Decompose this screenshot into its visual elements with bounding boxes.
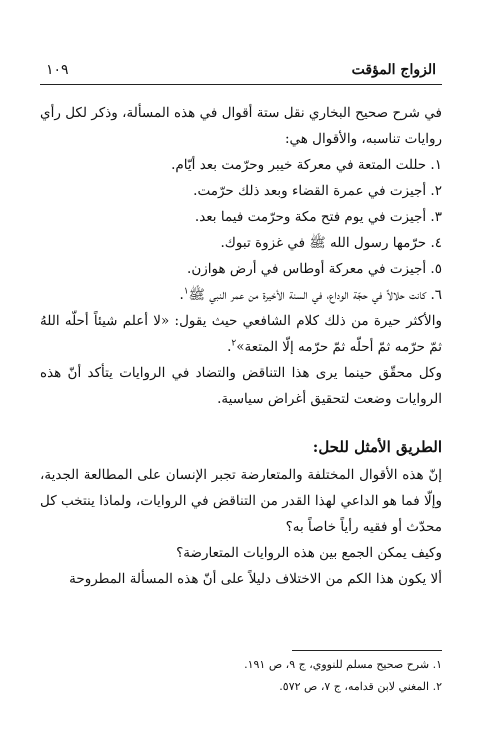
footnote-1: ١. شرح صحيح مسلم للنووي، ج ٩، ص ١٩١. — [244, 658, 442, 671]
page-number: ١٠٩ — [46, 62, 69, 78]
footnote-ref-2[interactable]: ٢ — [231, 338, 237, 349]
sayings-list — [40, 152, 442, 308]
shafii-paragraph: والأكثر حيرة من ذلك كلام الشافعي حيث يقول: «لا أعلم شيئاً أحلّه اللهُ ثمّ حرّمه ثمّ أحلّه ثمّ حرّمه إلّا المتعة»$^٢$. — [40, 313, 442, 355]
saying-item: ٥. أجيزت في معركة أوطاس في أرض هوازن. — [187, 261, 442, 277]
footnote-ref-1[interactable]: ١ — [183, 286, 189, 297]
solution-paragraph: إنّ هذه الأقوال المختلفة والمتعارضة تجبر الإنسان على المطالعة الجدية، وإلّا فما هو الداعي لهذا القدر من التناقض في الروايات، ولماذا ينتخب كل محدّث أو فقيه رأياً خاصاً به؟ — [40, 467, 442, 535]
running-title: الزواج المؤقت — [351, 62, 436, 78]
shafii-quote: والأكثر حيرة من ذلك كلام الشافعي حيث يقول: «لا أعلم شيئاً أحلّه اللهُ ثمّ حرّمه ثمّ أحلّه ثمّ حرّمه إلّا المتعة» — [40, 313, 442, 355]
saying-item: ٢. أجيزت في عمرة القضاء وبعد ذلك حرّمت. — [193, 183, 442, 199]
footnotes — [40, 654, 442, 698]
intro-line-1: في شرح صحيح البخاري نقل ستة أقوال في هذه المسألة، وذكر لكل رأي — [40, 105, 442, 121]
footnote-divider — [292, 650, 442, 651]
footnote-2: ٢. المغني لابن قدامه، ج ٧، ص ٥٧٢. — [279, 680, 442, 693]
saying-item: ٤. حرّمها رسول الله ﷺ في غزوة تبوك. — [220, 235, 442, 251]
saying-item: ١. حللت المتعة في معركة خيبر وحرّمت بعد أيّام. — [171, 157, 442, 173]
question-2: ألا يكون هذا الكم من الاختلاف دليلاً على أنّ هذه المسألة المطروحة — [69, 571, 442, 587]
saying-6-text: ٦. كانت حلالاً في حجّة الوداع، في السنة الأخيرة من عمر النبي ﷺ — [188, 287, 442, 303]
main-text — [40, 100, 442, 592]
intro-line-2: روايات تناسبه، والأقوال هي: — [284, 131, 442, 147]
saying-item: ٣. أجيزت في يوم فتح مكة وحرّمت فيما بعد. — [194, 209, 442, 225]
intro-paragraph — [40, 100, 442, 152]
page-header — [40, 60, 442, 85]
section-heading: الطريق الأمثل للحل: — [312, 438, 442, 456]
contradiction-paragraph: وكل محقّق حينما يرى هذا التناقض والتضاد في الروايات يتأكد أنّ هذه الروايات وضعت لتحقيق أغراض سياسية. — [40, 365, 442, 407]
saying-item-6: ٦. كانت حلالاً في حجّة الوداع، في السنة الأخيرة من عمر النبي ﷺ$^١$. — [179, 286, 442, 303]
question-1: وكيف يمكن الجمع بين هذه الروايات المتعارضة؟ — [176, 545, 442, 561]
